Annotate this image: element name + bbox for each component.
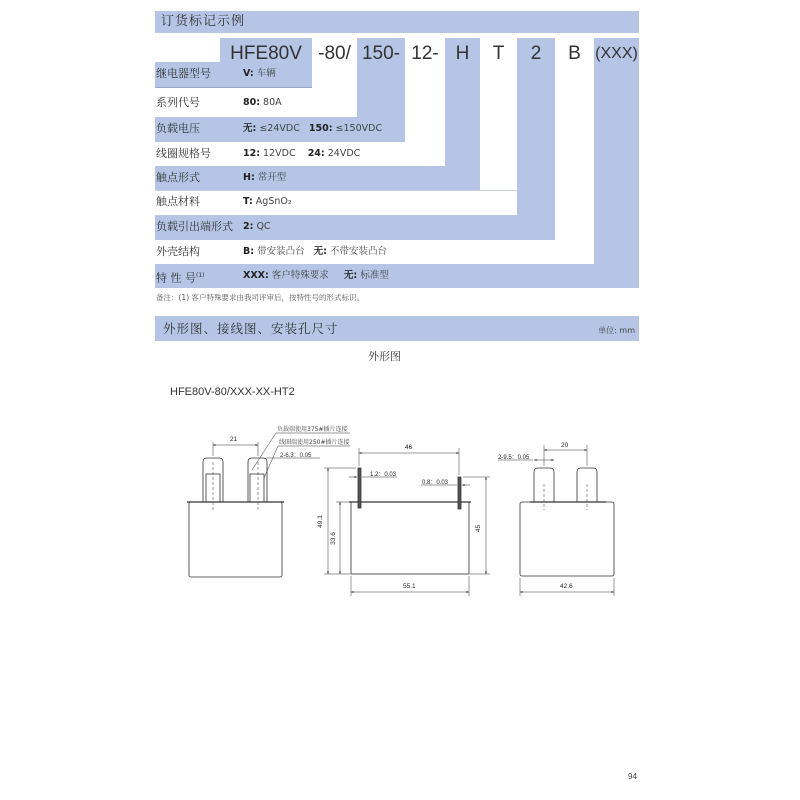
row-label-coil: 线圈规格号 xyxy=(156,147,211,160)
row-label-relay-type: 继电器型号 xyxy=(156,67,211,80)
row-value-load-voltage: 无: ≤24VDC 150: ≤150VDC xyxy=(243,123,383,134)
annotation-pin-end: 2-9.5：0.05 xyxy=(498,455,530,461)
row-value-contact-form: H: 常开型 xyxy=(243,172,287,183)
row-label-series: 系列代号 xyxy=(156,96,200,109)
dim-end-width: 42.6 xyxy=(560,583,573,590)
ordering-title: 订货标记示例 xyxy=(161,14,246,29)
row-value-feature: XXX: 客户特殊要求 无: 标准型 xyxy=(243,270,389,281)
row-label-load-voltage: 负载电压 xyxy=(156,122,200,135)
code-segment-contact-form: H xyxy=(455,43,470,64)
code-segment-series: -80/ xyxy=(318,43,351,64)
row-value-coil: 12: 12VDC 24: 24VDC xyxy=(243,148,361,159)
page-number: 94 xyxy=(628,772,637,781)
dim-side-overall-height: 49.1 xyxy=(316,515,324,528)
annotation-pin-side-right: 0.8：0.03 xyxy=(422,480,449,486)
row-label-enclosure: 外壳结构 xyxy=(156,245,200,258)
dimensions-title: 外形图、接线图、安装孔尺寸 xyxy=(163,321,339,336)
annotation-pin-front: 2-6.3：0.05 xyxy=(280,453,312,459)
code-segment-feature: (XXX) xyxy=(595,45,638,62)
annotation-coil-terminal: 线圈端使用250#插片连接 xyxy=(279,439,350,446)
row-label-contact-form: 触点形式 xyxy=(156,171,200,184)
dim-side-right-height: 45 xyxy=(475,524,483,533)
row-label-contact-material: 触点材料 xyxy=(156,195,200,208)
row-value-enclosure: B: 带安装凸台 无: 不带安装凸台 xyxy=(243,246,387,257)
dim-end-spacing: 20 xyxy=(561,442,569,449)
model-number: HFE80V-80/XXX-XX-HT2 xyxy=(170,386,295,398)
code-segment-load-voltage: 150- xyxy=(361,43,401,64)
dim-side-width: 55.1 xyxy=(403,583,416,590)
row-label-feature: 特 性 号$^{(1)}$ xyxy=(156,271,205,285)
row-value-terminal: 2: QC xyxy=(243,221,271,232)
row-label-terminal: 负载引出端形式 xyxy=(156,220,233,233)
code-segment-enclosure: B xyxy=(568,43,581,64)
dim-front-spacing: 21 xyxy=(230,436,238,443)
row-value-relay-type: V: 车辆 xyxy=(243,68,276,79)
dim-side-top: 46 xyxy=(405,444,413,451)
row-value-contact-material: T: AgSnO₂ xyxy=(243,196,292,207)
annotation-load-terminal: 负载端使用375#插片连接 xyxy=(277,426,348,433)
row-value-series: 80: 80A xyxy=(243,97,282,108)
code-segment-contact-material: T xyxy=(492,43,505,64)
dim-side-body-height: 33.6 xyxy=(329,532,337,545)
units-label: 单位: mm xyxy=(598,326,635,335)
ordering-note: 备注：(1) 客户特殊要求由我司评审后，按特性号的形式标识。 xyxy=(156,293,365,302)
outline-subtitle: 外形图 xyxy=(368,350,401,363)
code-segment-model: HFE80V xyxy=(230,43,302,64)
code-segment-terminal: 2 xyxy=(530,43,542,64)
annotation-pin-side-left: 1.2：0.03 xyxy=(370,472,397,478)
code-segment-coil: 12- xyxy=(411,43,439,64)
